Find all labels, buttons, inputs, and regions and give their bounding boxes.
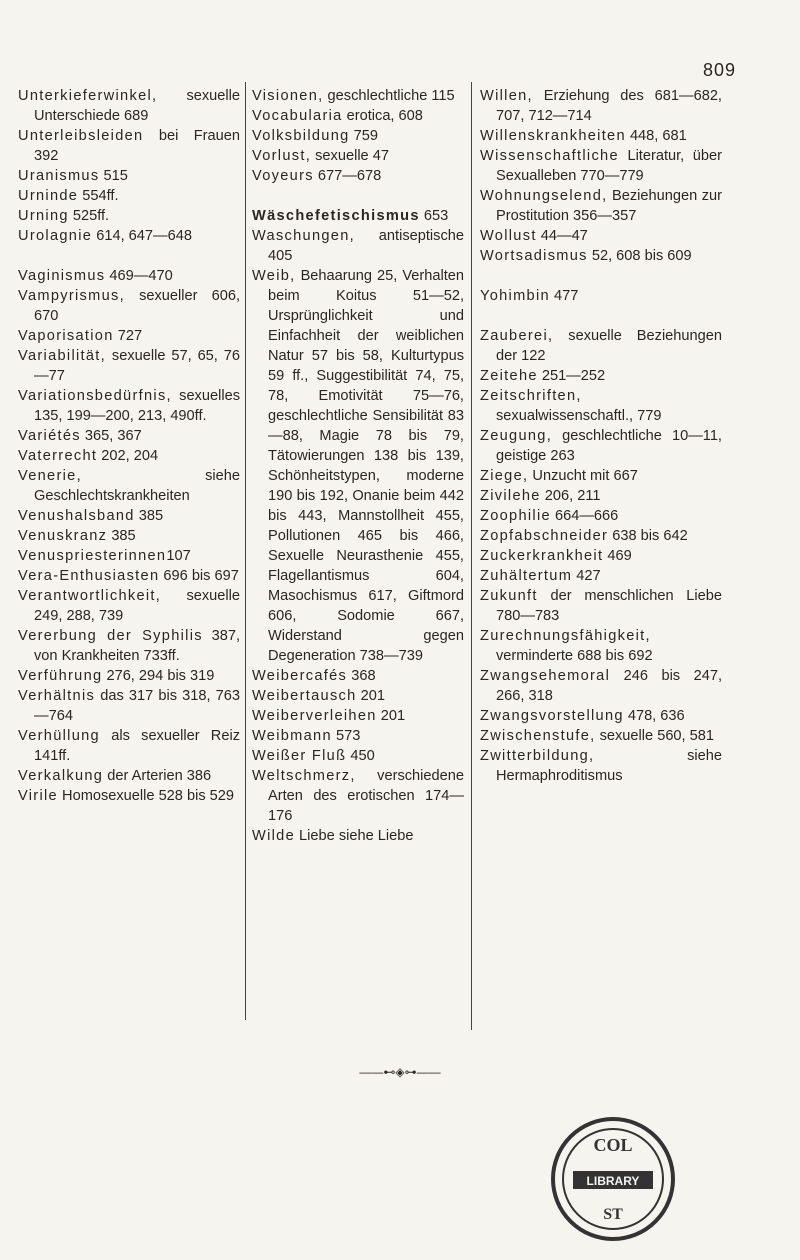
index-entry xyxy=(480,426,722,466)
index-term: Weibertausch xyxy=(252,688,357,704)
index-entry xyxy=(480,466,722,486)
index-term: Ziege, xyxy=(480,468,529,484)
index-term: Virile xyxy=(18,788,58,804)
index-references: sexuelle Unterschiede 689 xyxy=(34,88,240,124)
index-references: 727 xyxy=(113,328,143,344)
index-term: Urninde xyxy=(18,188,79,204)
index-entry xyxy=(18,226,240,246)
index-entry xyxy=(18,526,240,546)
index-term: Wohnungselend, xyxy=(480,188,608,204)
index-references: bei Frauen 392 xyxy=(34,128,240,164)
index-term: Vaginismus xyxy=(18,268,106,284)
index-entry xyxy=(480,586,722,626)
index-entry xyxy=(252,86,464,106)
index-term: Uranismus xyxy=(18,168,100,184)
index-references: 525ff. xyxy=(68,208,110,224)
index-term: Yohimbin xyxy=(480,288,550,304)
page-number: 809 xyxy=(702,60,736,80)
index-term: Urning xyxy=(18,208,69,224)
index-term: Zoophilie xyxy=(480,508,551,524)
index-entry xyxy=(252,206,464,226)
index-term: Variationsbedürfnis, xyxy=(18,388,172,404)
index-entry xyxy=(18,586,240,626)
index-references: 469 xyxy=(603,548,632,564)
index-references: 385 xyxy=(134,508,164,524)
index-references: 202, 204 xyxy=(97,448,159,464)
index-entry xyxy=(252,266,464,666)
stamp-text-bottom: ST xyxy=(603,1206,623,1223)
index-references: sexuelles 135, 199—200, 213, 490ff. xyxy=(34,388,240,424)
index-term: Zwangsehemoral xyxy=(480,668,611,684)
index-entry xyxy=(480,566,722,586)
index-references: 696 bis 697 xyxy=(159,568,239,584)
index-entry xyxy=(252,706,464,726)
index-entry xyxy=(252,126,464,146)
index-entry xyxy=(18,766,240,786)
index-entry xyxy=(480,146,722,186)
index-term: Vocabularia xyxy=(252,108,343,124)
letter-gap xyxy=(252,186,464,206)
index-term: Venuskranz xyxy=(18,528,108,544)
index-entry xyxy=(480,526,722,546)
index-references: sexuelle 249, 288, 739 xyxy=(34,588,240,624)
index-term: Wortsadismus xyxy=(480,248,588,264)
index-references: siehe Geschlechtskrankheiten xyxy=(34,468,240,504)
index-entry xyxy=(252,146,464,166)
index-term: Zopfabschneider xyxy=(480,528,609,544)
end-ornament: ——⊷◈⊶—— xyxy=(359,1065,441,1079)
index-term: Weibmann xyxy=(252,728,332,744)
index-term: Visionen, xyxy=(252,88,324,104)
index-entry xyxy=(18,386,240,426)
index-references: geschlechtliche 10—11, geistige 263 xyxy=(496,428,722,464)
index-references: 201 xyxy=(356,688,385,704)
index-term: Zeitehe xyxy=(480,368,538,384)
stamp-text-top: COL xyxy=(593,1135,633,1155)
index-entry xyxy=(18,186,240,206)
index-term: Weib, xyxy=(252,268,296,284)
index-entry xyxy=(252,226,464,266)
index-entry xyxy=(18,686,240,726)
index-references: 201 xyxy=(376,708,406,724)
index-term: Zurechnungsfähigkeit, xyxy=(480,628,651,644)
letter-gap xyxy=(480,306,722,326)
index-term: Zeitschriften, xyxy=(480,388,582,404)
index-references: 44—47 xyxy=(536,228,588,244)
index-term: Zwangsvorstellung xyxy=(480,708,624,724)
index-term: Zukunft xyxy=(480,588,538,604)
index-entry xyxy=(18,506,240,526)
library-stamp-icon xyxy=(549,1115,677,1243)
index-entry xyxy=(18,786,240,806)
index-references: 368 xyxy=(347,668,376,684)
index-entry xyxy=(18,726,240,766)
index-term: Volksbildung xyxy=(252,128,350,144)
index-references: sexueller 606, 670 xyxy=(34,288,240,324)
index-entry xyxy=(480,386,722,426)
index-entry xyxy=(480,486,722,506)
index-references: 206, 211 xyxy=(540,488,601,504)
index-term: Weißer Fluß xyxy=(252,748,347,764)
index-entry xyxy=(252,666,464,686)
index-entry xyxy=(18,546,240,566)
index-references: antiseptische 405 xyxy=(268,228,464,264)
index-entry xyxy=(480,226,722,246)
index-term: Vaterrecht xyxy=(18,448,98,464)
index-term: Vera-Enthusiasten xyxy=(18,568,160,584)
index-references: sexuelle 47 xyxy=(311,148,389,164)
index-references: 385 xyxy=(107,528,136,544)
index-entry xyxy=(480,186,722,226)
index-term: Variétés xyxy=(18,428,81,444)
index-term: Verführung xyxy=(18,668,103,684)
index-term: Venerie, xyxy=(18,468,82,484)
index-references: 477 xyxy=(549,288,579,304)
index-references: sexuelle 57, 65, 76—77 xyxy=(34,348,240,384)
index-entry xyxy=(480,126,722,146)
index-term: Vererbung der Syphilis xyxy=(18,628,203,644)
index-term: Wollust xyxy=(480,228,537,244)
index-references: Erziehung des 681—682, 707, 712—714 xyxy=(496,88,722,124)
index-entry xyxy=(252,766,464,826)
index-references: 554ff. xyxy=(78,188,119,204)
index-term: Willenskrankheiten xyxy=(480,128,626,144)
index-term: Zuhältertum xyxy=(480,568,573,584)
index-entry xyxy=(18,626,240,666)
index-references: 573 xyxy=(331,728,361,744)
index-references: Literatur, über Sexualleben 770—779 xyxy=(496,148,722,184)
index-term: Wilde xyxy=(252,828,295,844)
index-term: Zwitterbildung, xyxy=(480,748,595,764)
letter-gap xyxy=(480,266,722,286)
index-references: 427 xyxy=(572,568,601,584)
index-term: Zauberei, xyxy=(480,328,554,344)
column-divider-1 xyxy=(245,82,246,1020)
index-term: Zwischenstufe, xyxy=(480,728,596,744)
index-references: 107 xyxy=(166,548,191,564)
index-references: Behaarung 25, Verhalten beim Koitus 51—52, Ursprünglichkeit und Einfachheit der weiblichen Natur 57 bis 58, Kulturtypus 59 ff., Suggestibilität 74, 75, 78, Emotivität 75—76, geschlechtliche Sensibilität 83—88, Magie 78 bis 79, Tätowierungen 138 bis 139, Schönheitstypen, moderne 190 bis 192, Onanie beim 442 bis 443, Mannstollheit 455, Pollutionen 465 bis 466, Sexuelle Neurasthenie 455, Flagellantismus 604, Masochismus 617, Giftmord 606, Sodomie 667, Widerstand gegen Degeneration 738—739 xyxy=(268,268,464,664)
index-term: Wissenschaftliche xyxy=(480,148,619,164)
index-references: 638 bis 642 xyxy=(608,528,688,544)
index-entry xyxy=(480,746,722,786)
index-references: sexualwissenschaftl., 779 xyxy=(496,408,662,424)
index-term: Weiberverleihen xyxy=(252,708,377,724)
index-references: das 317 bis 318, 763—764 xyxy=(34,688,240,724)
index-column-left xyxy=(18,86,240,806)
index-entry xyxy=(18,346,240,386)
index-references: 251—252 xyxy=(537,368,606,384)
index-entry xyxy=(480,726,722,746)
index-term: Unterkieferwinkel, xyxy=(18,88,158,104)
index-term: Venuspriesterinnen xyxy=(18,548,167,564)
index-entry xyxy=(18,86,240,126)
index-term: Weltschmerz, xyxy=(252,768,356,784)
index-entry xyxy=(18,126,240,166)
index-references: der Arterien 386 xyxy=(103,768,212,784)
index-references: erotica, 608 xyxy=(342,108,423,124)
index-entry xyxy=(18,326,240,346)
index-references: 469—470 xyxy=(105,268,173,284)
index-term: Vampyrismus, xyxy=(18,288,125,304)
index-term: Urolagnie xyxy=(18,228,93,244)
index-column-right xyxy=(480,86,722,786)
index-references: 246 bis 247, 266, 318 xyxy=(496,668,722,704)
stamp-text-middle: LIBRARY xyxy=(586,1174,640,1188)
index-term: Vorlust, xyxy=(252,148,312,164)
index-term: Voyeurs xyxy=(252,168,314,184)
index-entry xyxy=(18,286,240,326)
index-term: Wäschefetischismus xyxy=(252,208,420,224)
index-references: 614, 647—648 xyxy=(92,228,192,244)
index-references: 387, von Krankheiten 733ff. xyxy=(34,628,240,664)
column-divider-2 xyxy=(471,82,472,1030)
index-entry xyxy=(18,266,240,286)
index-entry xyxy=(252,726,464,746)
index-term: Vaporisation xyxy=(18,328,114,344)
index-references: geschlechtliche 115 xyxy=(323,88,455,104)
index-term: Zeugung, xyxy=(480,428,553,444)
index-references: 677—678 xyxy=(313,168,382,184)
index-references: siehe Hermaphroditismus xyxy=(496,748,722,784)
index-entry xyxy=(18,206,240,226)
index-references: 515 xyxy=(99,168,128,184)
index-entry xyxy=(480,246,722,266)
index-entry xyxy=(480,546,722,566)
index-entry xyxy=(480,506,722,526)
index-term: Verhüllung xyxy=(18,728,100,744)
index-references: 450 xyxy=(346,748,375,764)
index-entry xyxy=(18,166,240,186)
index-references: Unzucht mit 667 xyxy=(528,468,638,484)
index-entry xyxy=(18,566,240,586)
index-entry xyxy=(18,446,240,466)
index-references: Liebe siehe Liebe xyxy=(295,828,414,844)
index-entry xyxy=(252,166,464,186)
index-entry xyxy=(480,626,722,666)
index-term: Verhältnis xyxy=(18,688,96,704)
index-entry xyxy=(252,746,464,766)
index-references: als sexueller Reiz 141ff. xyxy=(34,728,240,764)
index-entry xyxy=(252,826,464,846)
index-entry xyxy=(18,466,240,506)
index-term: Verkalkung xyxy=(18,768,104,784)
index-references: 478, 636 xyxy=(623,708,685,724)
index-entry xyxy=(252,686,464,706)
index-term: Zivilehe xyxy=(480,488,541,504)
index-entry xyxy=(252,106,464,126)
index-references: 759 xyxy=(349,128,378,144)
index-term: Unterleibsleiden xyxy=(18,128,144,144)
index-entry xyxy=(480,366,722,386)
index-entry xyxy=(18,666,240,686)
index-term: Zuckerkrankheit xyxy=(480,548,604,564)
index-references: Beziehungen zur Prostitution 356—357 xyxy=(496,188,722,224)
index-references: Homosexuelle 528 bis 529 xyxy=(57,788,235,804)
index-entry xyxy=(480,286,722,306)
index-references: 664—666 xyxy=(550,508,619,524)
index-term: Venushalsband xyxy=(18,508,135,524)
index-references: 365, 367 xyxy=(80,428,142,444)
index-references: sexuelle Beziehungen der 122 xyxy=(496,328,722,364)
index-references: verschiedene Arten des erotischen 174—176 xyxy=(268,768,464,824)
index-references: 653 xyxy=(419,208,449,224)
index-references: 448, 681 xyxy=(625,128,687,144)
index-references: verminderte 688 bis 692 xyxy=(496,648,653,664)
index-term: Waschungen, xyxy=(252,228,355,244)
index-references: der menschlichen Liebe 780—783 xyxy=(496,588,722,624)
index-references: 52, 608 bis 609 xyxy=(587,248,692,264)
index-column-middle xyxy=(252,86,464,846)
index-term: Verantwortlichkeit, xyxy=(18,588,162,604)
index-references: 276, 294 bis 319 xyxy=(102,668,215,684)
index-entry xyxy=(480,666,722,706)
index-entry xyxy=(480,326,722,366)
index-term: Willen, xyxy=(480,88,533,104)
index-entry xyxy=(480,706,722,726)
index-entry xyxy=(18,426,240,446)
index-term: Weibercafés xyxy=(252,668,348,684)
index-entry xyxy=(480,86,722,126)
index-references: sexuelle 560, 581 xyxy=(595,728,715,744)
index-term: Variabilität, xyxy=(18,348,107,364)
letter-gap xyxy=(18,246,240,266)
